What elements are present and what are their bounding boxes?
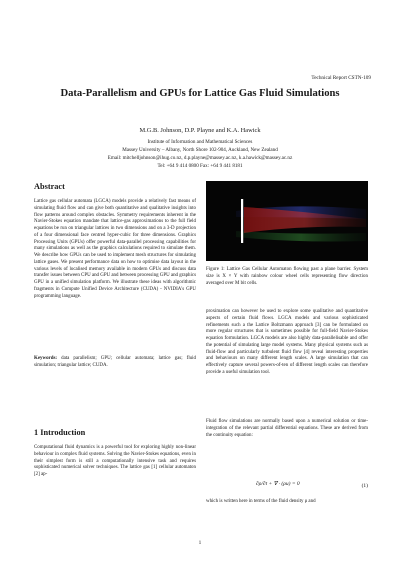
plane-barrier [241, 199, 243, 243]
keywords-label: Keywords: [34, 356, 58, 361]
authors: M.G.B. Johnson, D.P. Playne and K.A. Hawick [139, 127, 261, 134]
keywords-text: data parallelism; GPU; cellular automata; lattice gas; fluid simulation; triangular lattice; CUDA. [34, 356, 196, 368]
lgca-flow-figure [206, 181, 368, 261]
introduction-body: Computational fluid dynamics is a powerful tool for exploring highly non-linear behaviour in complex fluid systems. Solving the Navier-Stokes equations, even in their simplest form is still a computationally intensive task and requires sophisticated numerical solver techniques. The lattice gas [1] cellular automaton [2] ap- [34, 445, 196, 477]
body-paragraph-2: Fluid flow simulations are normally based upon a numerical solution or time-integration of the relevant partial differential equations. These are derived from the continuity equation: [206, 419, 368, 438]
equation-expression: ∂ρ/∂t + ∇ · (ρu) = 0 [256, 481, 300, 487]
flow-visualization [206, 181, 368, 261]
equation-number: (1) [361, 483, 368, 489]
keywords [34, 356, 196, 370]
body-paragraph-1: proximation can however be used to explore some qualitative and quantitative aspects of certain fluid flows. LGCA models and various sophisticated refinements such a the Lattice Boltzmann approach [3] can be formulated on more regular structures that is sometimes possible for full-field Navier-Stokes equation formulation. LGCA models are also highly data-parallelisable and offer the potential of simulating large model systems. Many physical systems such as fluid-flow and particularly turbulent fluid flow [4] reveal interesting properties and behaviours on many different length scales. A large simulation that can effectively capture several powers-of-ten of different length scales can therefore provide a useful simulation tool. [206, 309, 368, 375]
email-line: Email: mitchelljohnson@ihug.co.nz, d.p.playne@massey.ac.nz, k.a.hawick@massey.ac.nz [107, 155, 293, 161]
abstract-body: Lattice gas cellular automata (LGCA) models provide a relatively fast means of simulating fluid flow and can give both quantitative and qualitative insights into flow patterns around complex obstacles. Symmetry requirements inherent in the Navier-Stokes equation mandate that lattice-gas approximations to the full field equations be run on triangular lattices in two dimensions and on a 3-D projection of a four dimensional face centred hyper-cubic for three dimensions. Graphics Processing Units (GPUs) offer powerful data-parallel processing capabilities for many simulations as well as the graphics calculations required to simulate them. We describe how GPUs can be used to implement mesh structures for simulating lattice gases. We present performance data on how to optimise data layout in the various levels of localised memory available in modern GPUs and discuss data transfer issues between CPU and GPU and between processing GPU and graphics GPU in a unified simulation platform. We illustrate these ideas with algorithmic fragments in Compute Unified Device Architecture (CUDA) - NVIDIA's GPU programming language. [34, 199, 196, 299]
abstract-heading: Abstract [34, 182, 65, 191]
paper-title: Data-Parallelism and GPUs for Lattice Gas Fluid Simulations [60, 88, 340, 99]
address: Massey University – Albany, North Shore 102-904, Auckland, New Zealand [122, 147, 278, 153]
introduction-heading: 1 Introduction [34, 428, 86, 437]
institute: Institute of Information and Mathematical Sciences [147, 139, 253, 145]
figure-caption: Figure 1: Lattice Gas Cellular Automaton flowing past a plane barrier. System size is X × Y with rainbow colour wheel cells representing flow direction averaged over M bit cells. [206, 267, 368, 286]
report-number: Technical Report CSTN-109 [311, 75, 371, 81]
page-number: 1 [198, 540, 202, 546]
continuity-equation [206, 481, 368, 493]
phone-fax-line: Tel: +64 9 414 0800 Fax: +64 9 441 8181 [157, 163, 243, 169]
body-paragraph-3: which is written here in terms of the fluid density ρ and [206, 499, 316, 504]
